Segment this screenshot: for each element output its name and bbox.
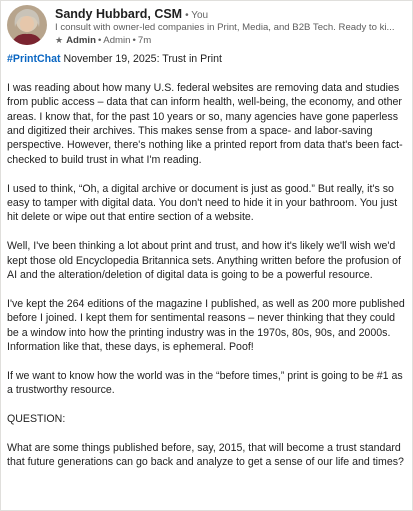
paragraph: I've kept the 264 editions of the magazine I published, as well as 200 more published before I joined. I kept them for sentimental reasons – never thinking that they could be a window into how the printing industry was in the 1970s, 80s, 90s, and 2000s. Information like that, these days, is ephemeral. Poof!	[7, 297, 405, 354]
hashtag-link[interactable]: #PrintChat	[7, 53, 61, 65]
paragraph: If we want to know how the world was in the “before times,” print is going to be #1 as a trustworthy resource.	[7, 369, 403, 397]
post-body	[7, 52, 405, 484]
role-badge: Admin	[66, 35, 96, 46]
author-name-row	[55, 7, 208, 21]
you-label: • You	[185, 10, 209, 21]
paragraph: What are some things published before, say, 2015, that will become a trust standard that future generations can go back and analyze to get a sense of our life and times?	[7, 441, 404, 469]
post-meta	[55, 35, 151, 46]
paragraph: I used to think, “Oh, a digital archive or document is just as good.” But really, it's so easy to tamper with digital data. You don't need to hide it in your bathroom. You just hit delete or wipe out that entire section of a website.	[7, 182, 398, 224]
post-title-text: November 19, 2025: Trust in Print	[60, 53, 222, 65]
star-icon: ★	[55, 35, 64, 45]
post-title	[7, 52, 405, 66]
role-label: Admin	[103, 35, 131, 46]
paragraph: QUESTION:	[7, 413, 66, 426]
post-time: 7m	[137, 35, 152, 46]
avatar[interactable]	[7, 5, 47, 45]
post-header	[7, 5, 406, 45]
meta-separator: •	[132, 35, 136, 46]
author-name[interactable]: Sandy Hubbard, CSM	[55, 7, 183, 21]
author-headline: I consult with owner-led companies in Print, Media, and B2B Tech. Ready to ki...	[55, 22, 395, 33]
paragraph: Well, I've been thinking a lot about print and trust, and how it's likely we'll wish we'd kept those old Encyclopedia Britannica sets. Anything written before the profusion of AI and the alteration/deletion of digital data is going to be a powerful resource.	[7, 240, 401, 282]
paragraph: I was reading about how many U.S. federal websites are removing data and studies from public access – data that can inform health, well-being, the economy, and other areas. I know that, for the past 10 years or so, many agencies have gone paperless and digitized their archives. This makes sense from a space- and labor-saving perspective. However, there's nothing like a printed report from data that's been fact-checked to build trust in what I'm reading.	[7, 81, 403, 166]
meta-separator: •	[97, 35, 102, 46]
